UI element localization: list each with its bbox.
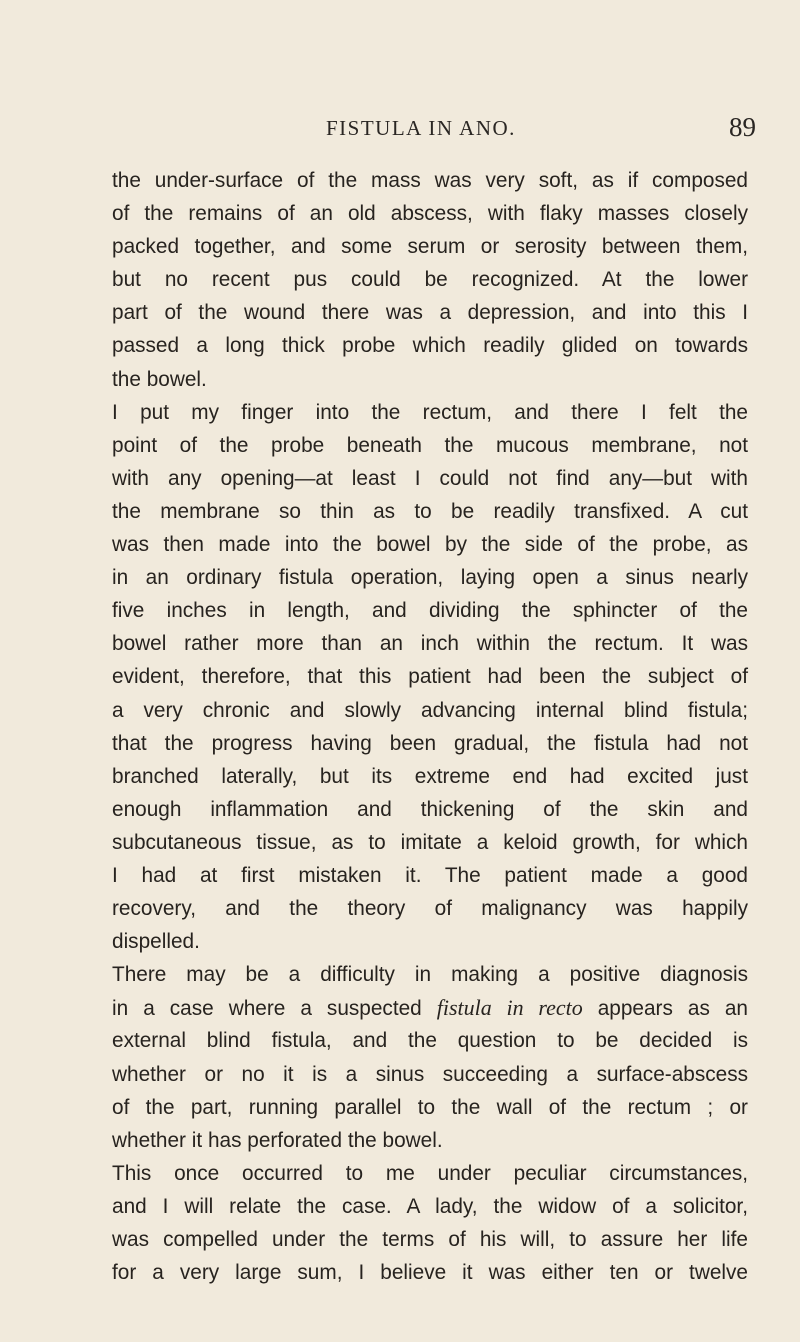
text-line: the bowel. bbox=[112, 367, 207, 391]
text-line: and I will relate the case. A lady, the widow of a solicitor, bbox=[112, 1194, 748, 1218]
text-line: passed a long thick probe which readily glided on towards bbox=[112, 334, 748, 358]
text-line: with any opening—at least I could not find any—but with bbox=[112, 466, 748, 490]
text-line: part of the wound there was a depression, and into this I bbox=[112, 301, 748, 325]
text-line: I put my finger into the rectum, and there I felt the bbox=[112, 400, 748, 424]
text-line: in an ordinary fistula operation, laying open a sinus nearly bbox=[112, 566, 748, 590]
text-line: packed together, and some serum or serosity between them, bbox=[112, 235, 748, 259]
text-line: whether it has perforated the bowel. bbox=[112, 1128, 443, 1152]
text-line: for a very large sum, I believe it was either ten or twelve bbox=[112, 1261, 748, 1285]
text-line: was then made into the bowel by the side of the probe, as bbox=[112, 533, 748, 557]
text-line: but no recent pus could be recognized. At the lower bbox=[112, 268, 748, 292]
text-line: point of the probe beneath the mucous membrane, not bbox=[112, 433, 748, 457]
text-line: a very chronic and slowly advancing internal blind fistula; bbox=[112, 698, 748, 722]
text-line: was compelled under the terms of his will, to assure her life bbox=[112, 1228, 748, 1251]
text-line: enough inflammation and thickening of the skin and bbox=[112, 797, 748, 821]
text-line: of the part, running parallel to the wall of the rectum ; or bbox=[112, 1095, 748, 1119]
text-line: subcutaneous tissue, as to imitate a keloid growth, for which bbox=[112, 830, 748, 854]
line-text-after: appears as an bbox=[582, 997, 748, 1021]
body-text bbox=[112, 164, 748, 1289]
text-line: the under-surface of the mass was very soft, as if composed bbox=[112, 169, 748, 192]
text-line: recovery, and the theory of malignancy was happily bbox=[112, 897, 748, 921]
text-line: external blind fistula, and the question to be decided is bbox=[112, 1029, 748, 1053]
text-line: of the remains of an old abscess, with flaky masses closely bbox=[112, 202, 748, 226]
text-line: whether or no it is a sinus succeeding a surface-abscess bbox=[112, 1062, 748, 1086]
text-line: evident, therefore, that this patient had been the subject of bbox=[112, 665, 748, 689]
page-number: 89 bbox=[729, 112, 756, 142]
italic-phrase: fistula in recto bbox=[436, 995, 583, 1021]
text-line-with-italic bbox=[112, 991, 748, 1024]
text-line: This once occurred to me under peculiar circumstances, bbox=[112, 1161, 748, 1185]
text-line: There may be a difficulty in making a positive diagnosis bbox=[112, 963, 748, 987]
text-line: that the progress having been gradual, the fistula had not bbox=[112, 731, 748, 755]
text-line: I had at first mistaken it. The patient made a good bbox=[112, 863, 748, 887]
text-line: bowel rather more than an inch within the rectum. It was bbox=[112, 632, 748, 656]
running-head bbox=[0, 112, 800, 142]
text-line: the membrane so thin as to be readily transfixed. A cut bbox=[112, 499, 748, 523]
text-line: five inches in length, and dividing the sphincter of the bbox=[112, 599, 748, 623]
text-line: dispelled. bbox=[112, 930, 200, 954]
text-line: branched laterally, but its extreme end had excited just bbox=[112, 764, 748, 788]
running-title: FISTULA IN ANO. bbox=[326, 116, 516, 140]
line-text-before: in a case where a suspected bbox=[112, 997, 437, 1021]
